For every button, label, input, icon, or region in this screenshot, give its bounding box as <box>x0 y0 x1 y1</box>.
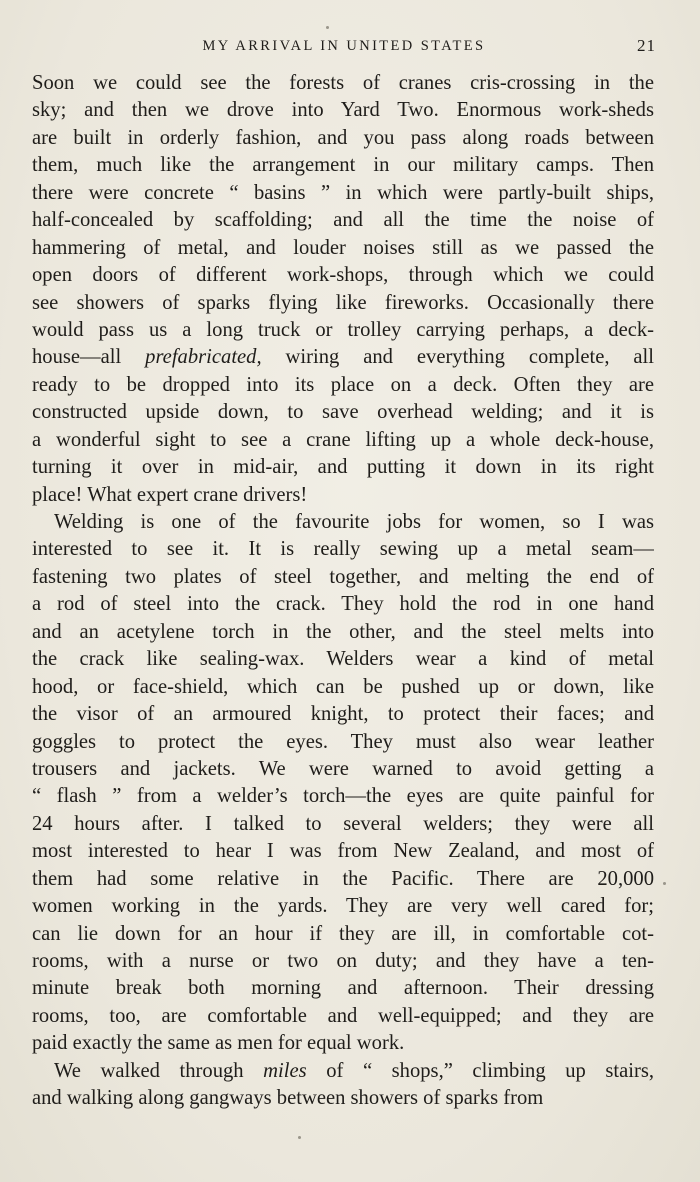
text-line <box>32 235 654 262</box>
text-run: 24 hours after. I talked to several welders; they were all <box>32 812 654 835</box>
text-run: goggles to protect the eyes. They must also wear leather <box>32 730 654 753</box>
text-run: We walked through <box>54 1059 264 1082</box>
text-run: sky; and then we drove into Yard Two. Enormous work-sheds <box>32 99 654 122</box>
text-line <box>32 1003 654 1030</box>
text-run: Welding is one of the favourite jobs for women, so I was <box>54 511 654 533</box>
text-run: paid exactly the same as men for equal work. <box>32 1032 405 1055</box>
text-line <box>32 674 654 701</box>
text-line <box>32 180 654 207</box>
text-line <box>32 1030 654 1057</box>
text-run: rooms, too, are comfortable and well-equipped; and they are <box>32 1004 654 1027</box>
text-line <box>32 619 654 646</box>
text-line <box>32 866 654 893</box>
text-line <box>32 536 654 563</box>
text-run: open doors of different work-shops, through which we could <box>32 264 654 287</box>
text-run: place! What expert crane drivers! <box>32 483 308 506</box>
page-number: 21 <box>637 36 656 55</box>
text-run: most interested to hear I was from New Zealand, and most of <box>32 840 654 863</box>
text-line <box>32 317 654 344</box>
text-run: the visor of an armoured knight, to protect their faces; and <box>32 703 654 726</box>
text-run: can lie down for an hour if they are ill, in comfortable cot- <box>32 922 654 945</box>
text-line <box>32 509 654 536</box>
paper-speck <box>298 1136 301 1139</box>
running-title: MY ARRIVAL IN UNITED STATES <box>202 38 486 54</box>
text-run: minute break both morning and afternoon. Their dressing <box>32 977 654 1000</box>
text-line <box>32 482 654 509</box>
text-run: women working in the yards. They are very well cared for; <box>32 895 654 918</box>
text-line <box>32 262 654 289</box>
text-line <box>32 427 654 454</box>
text-line <box>32 1085 654 1112</box>
text-run: “ flash ” from a welder’s torch—the eyes are quite painful for <box>32 785 654 808</box>
text-line <box>32 290 654 317</box>
text-run: hood, or face-shield, which can be pushed up or down, like <box>32 675 654 698</box>
text-run: house—all <box>32 346 146 369</box>
text-line <box>32 701 654 728</box>
text-line <box>32 591 654 618</box>
text-line <box>32 975 654 1002</box>
text-line <box>32 646 654 673</box>
text-run: of “ shops,” climbing up stairs, <box>306 1059 654 1082</box>
text-line <box>32 97 654 124</box>
text-run: would pass us a long truck or trolley carrying perhaps, a deck- <box>32 318 654 341</box>
text-run: the crack like sealing-wax. Welders wear a kind of metal <box>32 648 654 671</box>
text-line <box>32 399 654 426</box>
text-run: them, much like the arrangement in our military camps. Then <box>32 154 654 177</box>
text-run: there were concrete “ basins ” in which were partly-built ships, <box>32 181 654 204</box>
text-run: a wonderful sight to see a crane lifting up a whole deck-house, <box>32 428 654 451</box>
text-run: trousers and jackets. We were warned to avoid getting a <box>32 757 654 780</box>
text-run: Soon we could see the forests of cranes cris-crossing in the <box>32 72 654 94</box>
running-header <box>32 36 656 58</box>
text-run: rooms, with a nurse or two on duty; and they have a ten- <box>32 950 654 972</box>
text-run: fastening two plates of steel together, and melting the end of <box>32 565 654 588</box>
text-line <box>32 564 654 591</box>
paper-speck <box>326 26 329 29</box>
text-run: interested to see it. It is really sewing up a metal seam— <box>32 538 654 561</box>
text-line <box>32 125 654 152</box>
paper-speck <box>663 882 666 885</box>
text-line <box>32 70 654 97</box>
italic-run: prefabricated, <box>145 346 262 369</box>
text-run: them had some relative in the Pacific. There are 20,000 <box>32 867 654 890</box>
text-run: see showers of sparks flying like fireworks. Occasionally there <box>32 291 654 314</box>
text-run: are built in orderly fashion, and you pass along roads between <box>32 126 654 149</box>
text-run: hammering of metal, and louder noises still as we passed the <box>32 236 654 259</box>
text-run: and an acetylene torch in the other, and the steel melts into <box>32 620 654 643</box>
text-run: a rod of steel into the crack. They hold the rod in one hand <box>32 593 654 616</box>
text-line <box>32 152 654 179</box>
text-run: ready to be dropped into its place on a deck. Often they are <box>32 373 654 396</box>
text-line <box>32 948 654 975</box>
text-run: turning it over in mid-air, and putting it down in its right <box>32 456 654 479</box>
italic-run: miles <box>263 1059 307 1082</box>
text-line <box>32 454 654 481</box>
text-line <box>32 1058 654 1085</box>
text-line <box>32 783 654 810</box>
text-line <box>32 756 654 783</box>
text-run: constructed upside down, to save overhead welding; and it is <box>32 401 654 424</box>
text-line <box>32 921 654 948</box>
text-line <box>32 893 654 920</box>
text-line <box>32 207 654 234</box>
text-line <box>32 344 654 371</box>
text-line <box>32 729 654 756</box>
text-line <box>32 811 654 838</box>
text-run: and walking along gangways between showers of sparks from <box>32 1087 544 1110</box>
body-text <box>32 70 654 1113</box>
text-line <box>32 838 654 865</box>
text-run: half-concealed by scaffolding; and all the time the noise of <box>32 209 654 232</box>
text-line <box>32 372 654 399</box>
text-run: wiring and everything complete, all <box>261 346 654 369</box>
